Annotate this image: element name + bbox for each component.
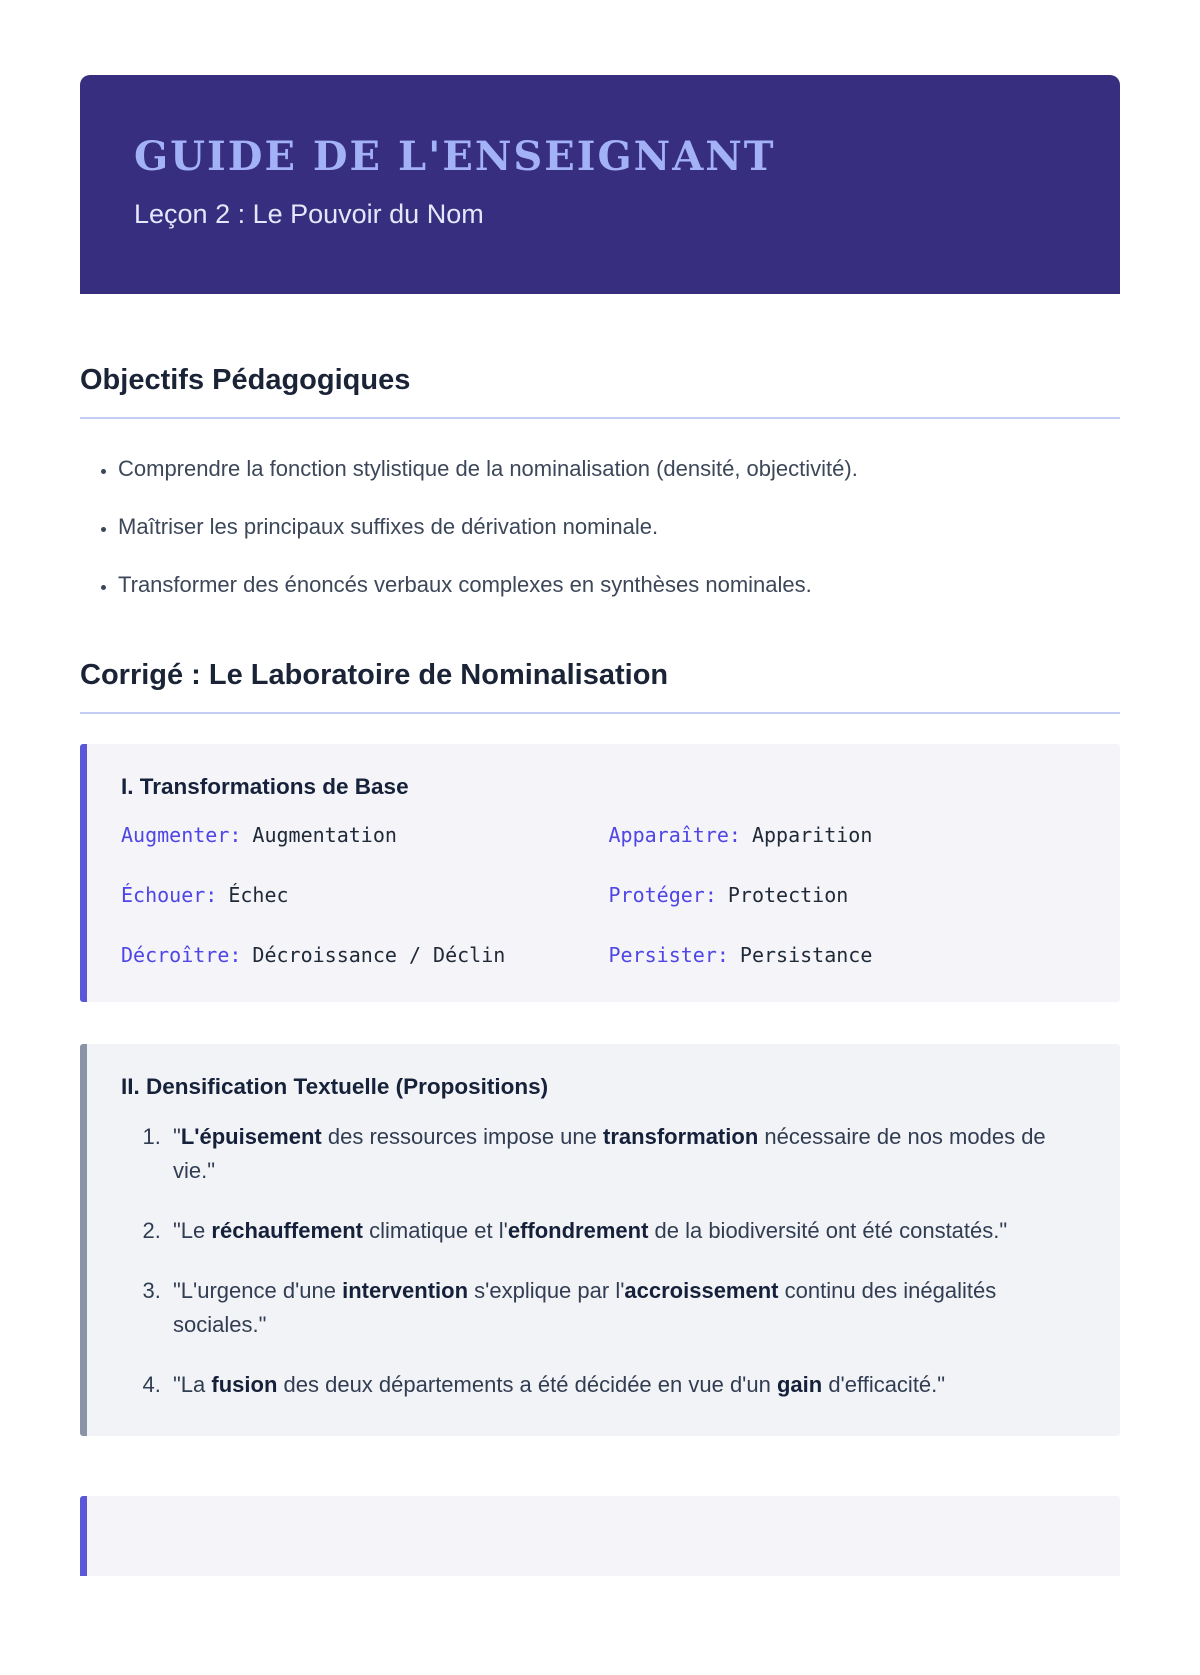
section-objectives (80, 364, 1120, 601)
card-densification-title: II. Densification Textuelle (Propositions) (121, 1073, 549, 1099)
proposition-item: 1. "L'épuisement des ressources impose une transformation nécessaire de nos modes de vie." (167, 1120, 1086, 1188)
card-densification-textuelle (80, 1044, 1120, 1437)
page (0, 75, 1200, 1576)
verb-term: Persister: (608, 942, 729, 967)
proposition-item: 3. "L'urgence d'une intervention s'explique par l'accroissement continu des inégalités sociales." (167, 1274, 1086, 1342)
transformations-grid (121, 822, 1086, 968)
card-transformations-de-base (80, 744, 1120, 1002)
verb-term: Apparaître: (608, 822, 741, 847)
proposition-item: 4. "La fusion des deux départements a été décidée en vue d'un gain d'efficacité." (167, 1368, 1086, 1402)
noun-value: Décroissance / Déclin (252, 942, 506, 967)
proposition-item: 2. "Le réchauffement climatique et l'effondrement de la biodiversité ont été constatés." (167, 1214, 1086, 1248)
transformation-pair (121, 942, 599, 968)
page-title: GUIDE DE L'ENSEIGNANT (134, 133, 776, 180)
section-corrige (80, 659, 1120, 1577)
verb-term: Décroître: (121, 942, 242, 967)
noun-value: Apparition (751, 822, 873, 847)
verb-term: Protéger: (608, 882, 717, 907)
transformation-pair (609, 942, 1087, 968)
header-banner (80, 75, 1120, 294)
transformation-pair (609, 882, 1087, 908)
objectives-heading: Objectifs Pédagogiques (80, 364, 1120, 419)
noun-value: Persistance (739, 942, 873, 967)
transformation-pair (121, 882, 599, 908)
card-next-section-peek (80, 1496, 1120, 1576)
transformation-pair (609, 822, 1087, 848)
noun-value: Protection (727, 882, 849, 907)
objective-item: • Comprendre la fonction stylistique de la nominalisation (densité, objectivité). (118, 453, 1120, 485)
objectives-list (80, 453, 1120, 601)
verb-term: Échouer: (121, 882, 218, 907)
objective-item: • Transformer des énoncés verbaux complexes en synthèses nominales. (118, 569, 1120, 601)
card-transformations-title: I. Transformations de Base (121, 773, 409, 799)
objective-item: • Maîtriser les principaux suffixes de dérivation nominale. (118, 511, 1120, 543)
transformation-pair (121, 822, 599, 848)
propositions-list (121, 1120, 1086, 1403)
verb-term: Augmenter: (121, 822, 242, 847)
noun-value: Augmentation (252, 822, 397, 847)
page-subtitle: Leçon 2 : Le Pouvoir du Nom (134, 199, 484, 229)
noun-value: Échec (228, 882, 289, 907)
corrige-heading: Corrigé : Le Laboratoire de Nominalisation (80, 659, 1120, 714)
